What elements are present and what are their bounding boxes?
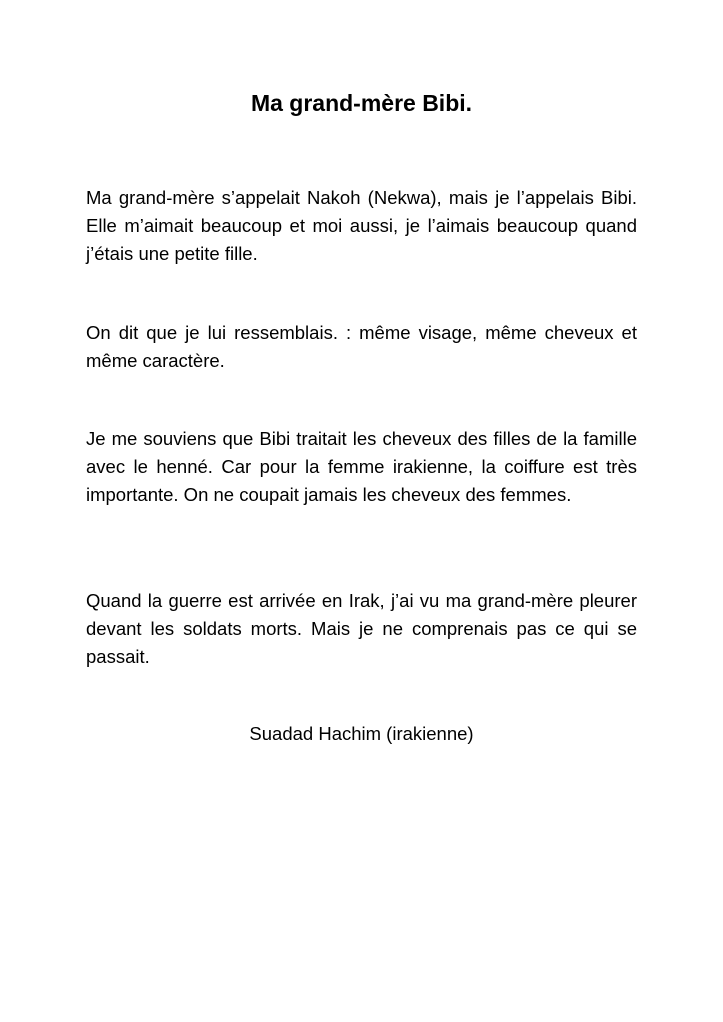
paragraph-4: Quand la guerre est arrivée en Irak, j’ai vu ma grand-mère pleurer devant les soldats morts. Mais je ne comprenais pas ce qui se passait. xyxy=(86,590,637,667)
paragraph-2: On dit que je lui ressemblais. : même visage, même cheveux et même caractère. xyxy=(86,322,637,371)
author-signature: Suadad Hachim (irakienne) xyxy=(249,723,474,744)
paragraph-1: Ma grand-mère s’appelait Nakoh (Nekwa), mais je l’appelais Bibi. Elle m’aimait beaucoup et moi aussi, je l’aimais beaucoup quand j’étais une petite fille. xyxy=(86,187,637,264)
paragraph-3: Je me souviens que Bibi traitait les cheveux des filles de la famille avec le henné. Car pour la femme irakienne, la coiffure est très importante. On ne coupait jamais les cheveux des femmes. xyxy=(86,428,637,505)
document-title: Ma grand-mère Bibi. xyxy=(250,90,473,116)
